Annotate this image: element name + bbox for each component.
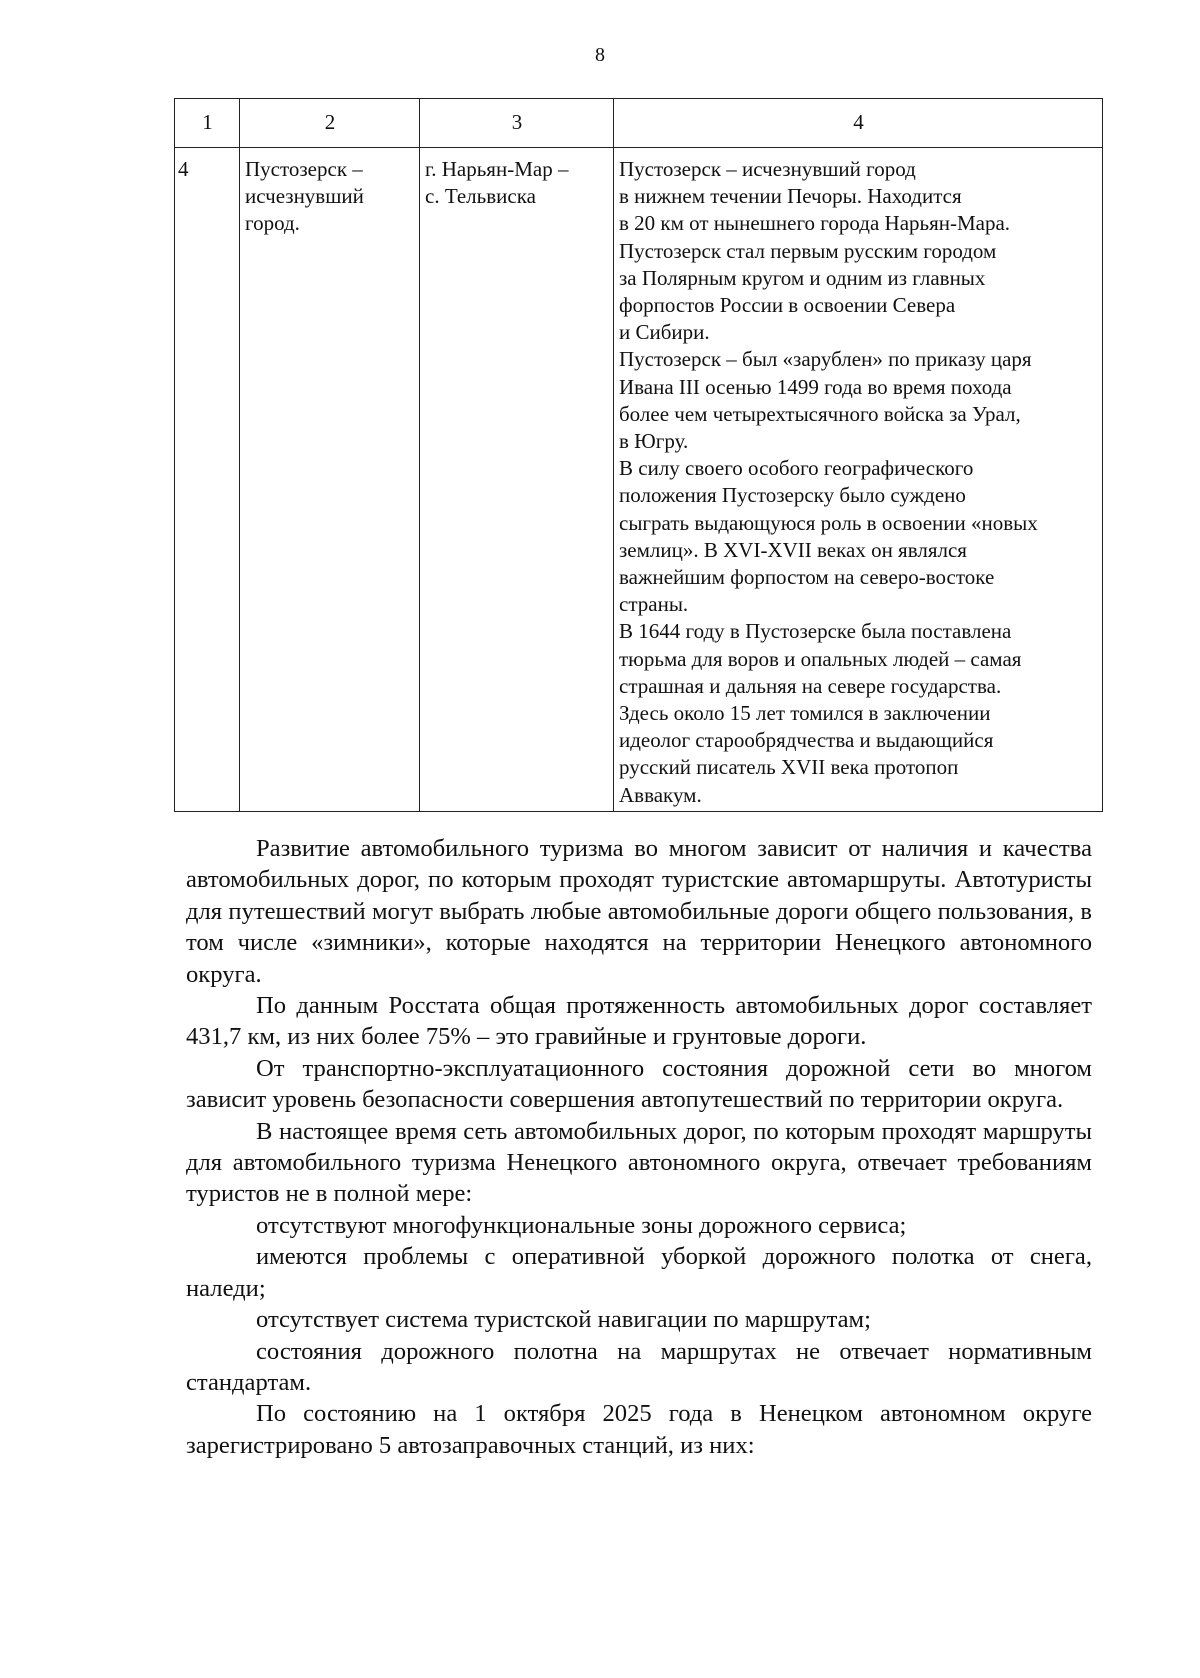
route-table: [174, 98, 1103, 812]
list-item: отсутствует система туристской навигации по маршрутам;: [256, 1306, 871, 1334]
paragraph: От транспортно-эксплуатационного состояния дорожной сети во многом зависит уровень безопасности совершения автопутешествий по территории округа.: [186, 1054, 1092, 1114]
description-line: Здесь около 15 лет томился в заключении: [619, 701, 991, 726]
description-line: Ивана III осенью 1499 года во время похода: [619, 374, 1012, 399]
paragraph: По данным Росстата общая протяженность автомобильных дорог составляет 431,7 км, из них более 75% – это гравийные и грунтовые дороги.: [186, 992, 1092, 1051]
row-number-cell: 4: [175, 148, 240, 812]
column-header: 1: [175, 99, 240, 148]
route-name-line: город.: [245, 211, 300, 236]
page-number: 8: [595, 44, 605, 66]
route-name-line: Пустозерск –: [245, 157, 363, 181]
description-line: тюрьма для воров и опальных людей – самая: [619, 646, 1022, 671]
description-line: В силу своего особого географического: [619, 456, 974, 481]
description-line: страшная и дальняя на севере государства.: [619, 673, 1002, 698]
description-line: Пустозерск стал первым русским городом: [619, 238, 997, 263]
description-line: в нижнем течении Печоры. Находится: [619, 184, 962, 209]
body-text: [186, 833, 1092, 1461]
description-line: и Сибири.: [619, 320, 710, 345]
column-header: 3: [420, 99, 614, 148]
route-name-cell: [240, 148, 420, 812]
description-line: Пустозерск – был «зарублен» по приказу царя: [619, 347, 1032, 372]
column-header: 2: [240, 99, 420, 148]
list-item: состояния дорожного полотна на маршрутах не отвечает нормативным стандартам.: [186, 1337, 1092, 1396]
description-line: землиц». В XVI-XVII веках он являлся: [619, 537, 967, 562]
list-item: отсутствуют многофункциональные зоны дорожного сервиса;: [256, 1211, 907, 1239]
description-line: форпостов России в освоении Севера: [619, 293, 956, 318]
route-path-line: с. Тельвиска: [425, 184, 536, 209]
description-line: страны.: [619, 592, 689, 617]
route-description-cell: [614, 148, 1103, 812]
description-line: русский писатель XVII века протопоп: [619, 755, 959, 780]
description-line: В 1644 году в Пустозерске была поставлена: [619, 619, 1012, 644]
route-name-line: исчезнувший: [245, 184, 364, 209]
route-path-line: г. Нарьян-Мар –: [425, 157, 569, 181]
paragraph: В настоящее время сеть автомобильных дорог, по которым проходят маршруты для автомобильного туризма Ненецкого автономного округа, отвечает требованиям туристов не в полной мере:: [186, 1117, 1092, 1208]
route-path-cell: [420, 148, 614, 812]
description-line: положения Пустозерску было суждено: [619, 483, 966, 508]
paragraph: По состоянию на 1 октября 2025 года в Ненецком автономном округе зарегистрировано 5 автозаправочных станций, из них:: [186, 1400, 1092, 1459]
description-line: в 20 км от нынешнего города Нарьян-Мара.: [619, 211, 1011, 236]
table-row: [175, 148, 1103, 812]
column-header: 4: [614, 99, 1103, 148]
description-line: идеолог старообрядчества и выдающийся: [619, 728, 994, 753]
description-line: более чем четырехтысячного войска за Урал,: [619, 401, 1021, 426]
description-line: в Югру.: [619, 429, 689, 454]
description-line: Аввакум.: [619, 782, 702, 807]
description-line: сыграть выдающуюся роль в освоении «новых: [619, 510, 1038, 535]
paragraph: Развитие автомобильного туризма во многом зависит от наличия и качества автомобильных дорог, по которым проходят туристские автомаршруты. Автотуристы для путешествий могут выбрать любые автомобильные дороги общего пользования, в том числе «зимники», которые находятся на территории Ненецкого автономного округа.: [186, 835, 1092, 988]
description-line: важнейшим форпостом на северо-востоке: [619, 565, 995, 590]
description-line: Пустозерск – исчезнувший город: [619, 157, 916, 181]
description-line: за Полярным кругом и одним из главных: [619, 265, 986, 290]
list-item: имеются проблемы с оперативной уборкой дорожного полотка от снега, наледи;: [186, 1243, 1092, 1302]
table-header-row: [175, 99, 1103, 148]
